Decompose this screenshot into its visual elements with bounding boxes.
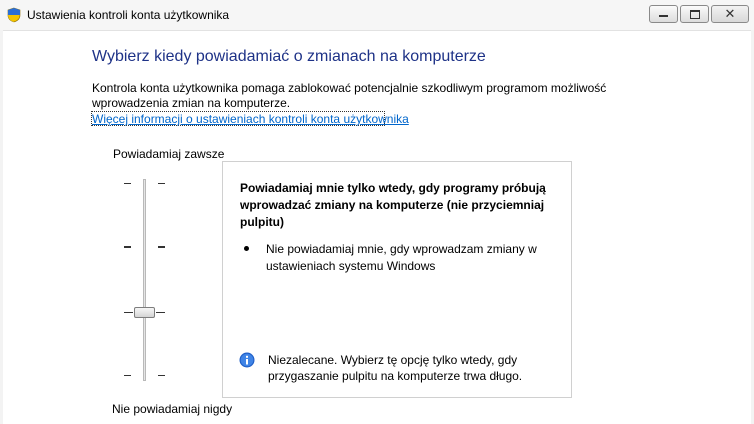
description-text: Kontrola konta użytkownika pomaga zablokować potencjalnie szkodliwym programom możliwość wprowadzenia zmian na komputerze. xyxy=(92,81,607,110)
maximize-icon xyxy=(681,6,708,22)
slider-tick-right xyxy=(156,312,165,313)
slider-tick-left xyxy=(124,375,131,376)
window-frame-left xyxy=(0,30,3,424)
uac-slider-thumb[interactable] xyxy=(134,307,155,318)
title-bar xyxy=(0,0,754,31)
window-title: Ustawienia kontroli konta użytkownika xyxy=(27,8,230,22)
close-icon: ✕ xyxy=(724,6,736,21)
minimize-button[interactable] xyxy=(649,5,678,23)
panel-note-text: Niezalecane. Wybierz tę opcję tylko wtedy, gdy przygaszanie pulpitu na komputerze trwa długo. xyxy=(268,353,523,383)
minimize-icon xyxy=(650,6,677,22)
info-icon xyxy=(239,352,255,368)
uac-shield-icon xyxy=(6,7,22,23)
uac-slider-track[interactable] xyxy=(143,179,146,381)
page-title: Wybierz kiedy powiadamiać o zmianach na komputerze xyxy=(92,48,486,65)
slider-tick-left xyxy=(124,312,133,313)
slider-tick-left xyxy=(124,183,131,184)
more-info-link[interactable]: Więcej informacji o ustawieniach kontroli konta użytkownika xyxy=(92,112,409,126)
slider-tick-left xyxy=(124,246,131,248)
panel-title: Powiadamiaj mnie tylko wtedy, gdy programy próbują wprowadzać zmiany na komputerze (nie przyciemniaj pulpitu) xyxy=(240,181,546,229)
maximize-button[interactable] xyxy=(680,5,709,23)
close-button[interactable] xyxy=(711,5,749,23)
slider-tick-right xyxy=(158,183,165,184)
slider-tick-right xyxy=(158,375,165,376)
bullet-icon xyxy=(244,246,249,251)
slider-label-top: Powiadamiaj zawsze xyxy=(113,147,225,161)
slider-label-bottom: Nie powiadamiaj nigdy xyxy=(112,402,233,416)
slider-tick-right xyxy=(158,246,165,248)
panel-bullet-text: Nie powiadamiaj mnie, gdy wprowadzam zmiany w ustawieniach systemu Windows xyxy=(266,242,537,273)
